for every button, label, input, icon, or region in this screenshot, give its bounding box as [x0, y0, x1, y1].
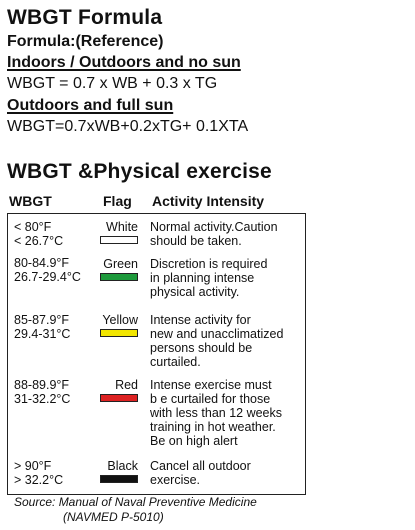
activity-line: b e curtailed for those — [150, 392, 271, 406]
column-header-flag: Flag — [103, 193, 132, 209]
flag-name: Green — [103, 257, 138, 271]
page-title: WBGT Formula — [7, 6, 163, 29]
formula-heading: Formula:(Reference) — [7, 33, 164, 50]
temp-f: < 80°F — [14, 220, 52, 234]
temp-c: 26.7-29.4°C — [14, 270, 81, 284]
column-header-wbgt: WBGT — [9, 193, 52, 209]
activity-line: Discretion is required — [150, 257, 268, 271]
source-line-2: (NAVMED P-5010) — [63, 510, 164, 524]
flag-swatch — [100, 329, 138, 337]
flag-swatch — [100, 273, 138, 281]
activity-line: exercise. — [150, 473, 201, 487]
temp-c: 31-32.2°C — [14, 392, 71, 406]
source-line-1: Source: Manual of Naval Preventive Medicine — [14, 495, 257, 509]
flag-swatch — [100, 394, 138, 402]
activity-line: training in hot weather. — [150, 420, 276, 434]
activity-line: should be taken. — [150, 234, 242, 248]
activity-line: persons should be — [150, 341, 253, 355]
activity-line: with less than 12 weeks — [150, 406, 283, 420]
flag-swatch — [100, 236, 138, 244]
flag-swatch — [100, 475, 138, 483]
activity-line: in planning intense — [150, 271, 255, 285]
exercise-title: WBGT &Physical exercise — [7, 160, 272, 183]
temp-f: > 90°F — [14, 459, 52, 473]
wbgt-table — [7, 213, 306, 495]
flag-name: Red — [115, 378, 138, 392]
temp-f: 88-89.9°F — [14, 378, 70, 392]
flag-name: Yellow — [102, 313, 138, 327]
outdoor-formula: WBGT=0.7xWB+0.2xTG+ 0.1XTA — [7, 118, 249, 135]
temp-f: 85-87.9°F — [14, 313, 70, 327]
column-header-activity: Activity Intensity — [152, 193, 265, 209]
indoor-formula: WBGT = 0.7 x WB + 0.3 x TG — [7, 75, 218, 92]
outdoor-heading: Outdoors and full sun — [7, 97, 174, 114]
activity-line: Intense exercise must — [150, 378, 272, 392]
temp-f: 80-84.9°F — [14, 256, 70, 270]
flag-name: White — [106, 220, 138, 234]
activity-line: new and unacclimatized — [150, 327, 284, 341]
activity-line: Intense activity for — [150, 313, 251, 327]
indoor-heading: Indoors / Outdoors and no sun — [7, 54, 241, 71]
activity-line: Cancel all outdoor — [150, 459, 251, 473]
temp-c: 29.4-31°C — [14, 327, 71, 341]
activity-line: Be on high alert — [150, 434, 238, 448]
temp-c: < 26.7°C — [14, 234, 64, 248]
flag-name: Black — [107, 459, 138, 473]
activity-line: Normal activity.Caution — [150, 220, 278, 234]
temp-c: > 32.2°C — [14, 473, 64, 487]
activity-line: physical activity. — [150, 285, 240, 299]
activity-line: curtailed. — [150, 355, 201, 369]
